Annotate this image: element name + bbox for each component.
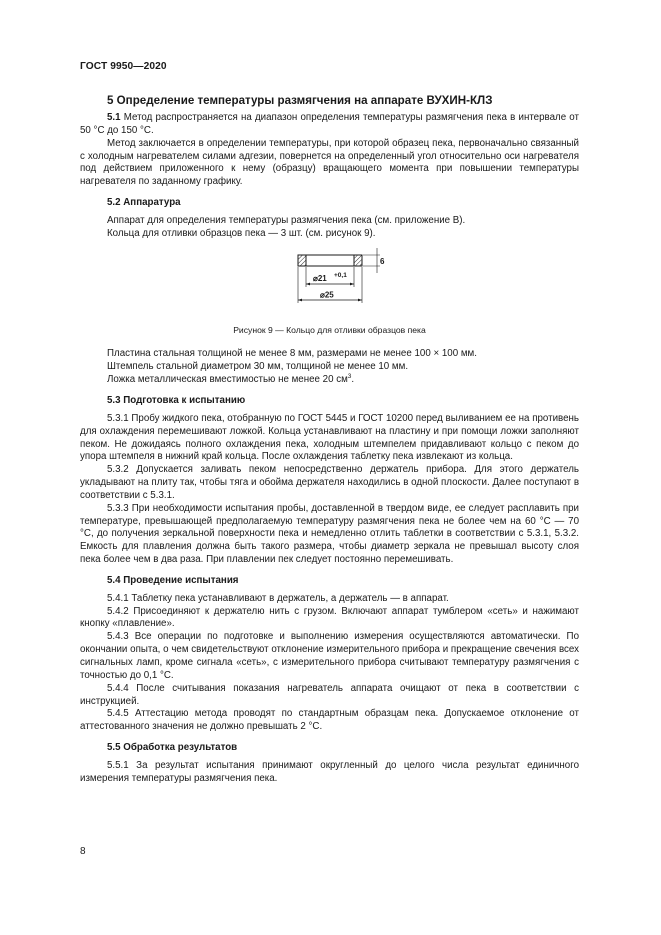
clause-number: 5.1: [107, 112, 121, 123]
paragraph-5-1: [80, 112, 579, 138]
paragraph-5-3-1: 5.3.1 Пробу жидкого пека, отобранную по ГОСТ 5445 и ГОСТ 10200 перед выливанием ее на противень для охлаждения перемешивают ложкой. Кольца устанавливают на пластину и при помощи ложки заполняют пеком. Не дожидаясь полного охлаждения пека, холодным штемпелем придавливают кольцо с пеком до упора штемпеля в нижний край кольца. После охлаждения таблетку пека извлекают из кольца.: [80, 412, 579, 463]
spoon-text-end: .: [351, 374, 355, 386]
figure-caption: Рисунок 9 — Кольцо для отливки образцов пека: [233, 324, 426, 335]
outer-diameter-label: ⌀25: [320, 290, 334, 300]
ring-cross-section-drawing: [290, 246, 390, 314]
ring-wall-right: [354, 255, 362, 266]
subsection-heading-preparation: 5.3 Подготовка к испытанию: [107, 394, 246, 406]
paragraph-5-3-3: 5.3.3 При необходимости испытания пробы, доставленной в твердом виде, ее следует расплавить при температуре, превышающей предполагаемую температуру размягчения пека не более чем на 60 °С — 70 °С, до получения зеркальной поверхности пека и немедленно отлить таблетки в соответствии с 5.3.1, 5.3.2. Емкость для плавления должна быть такого размера, чтобы диаметр зеркала не превышал высоту слоя пека более чем в два раза. При плавлении пек следует постоянно перемешивать.: [80, 502, 579, 566]
ring-outline: [298, 255, 362, 266]
paragraph-5-4-2: 5.4.2 Присоединяют к держателю нить с грузом. Включают аппарат тумблером «сеть» и нажимают кнопку «плавление».: [80, 605, 579, 630]
inner-diameter-tolerance: +0,1: [334, 271, 347, 279]
paragraph-5-4-5: 5.4.5 Аттестацию метода проводят по стандартным образцам пека. Допускаемое отклонение от аттестованного значения не должно превышать 2 °С.: [80, 708, 579, 733]
paragraph-5-3-2: 5.3.2 Допускается заливать пеком непосредственно держатель прибора. Для этого держатель укладывают на плиту так, чтобы тяга и обойма держателя находились в одной плоскости. Далее поступают в соответствии с 5.3.1.: [80, 464, 579, 501]
paragraph-plate: Пластина стальная толщиной не менее 8 мм, размерами не менее 100 × 100 мм.: [107, 348, 477, 360]
paragraph-5-1-method: Метод заключается в определении температуры, при которой образец пека, первоначально связанный с холодным нагревателем силами адгезии, повернется на определенный угол относительно оси нагревателя под действием приложенного к нему (образцу) вращающего момента при повышении температуры нагревателя по заданному графику.: [80, 137, 579, 188]
clause-text: Метод распространяется на диапазон определения температуры размягчения пека в интервале от 50 °С до 150 °С.: [80, 112, 579, 136]
paragraph-5-4-4: 5.4.4 После считывания показания нагреватель аппарата очищают от пека в соответствии с инструкцией.: [80, 682, 579, 707]
page-number: 8: [80, 846, 86, 857]
inner-diameter-label: ⌀21: [313, 273, 327, 283]
paragraph-spoon: [80, 374, 579, 387]
document-body: [80, 112, 579, 786]
figure-ring-drawing: [80, 246, 579, 316]
section-title: 5 Определение температуры размягчения на аппарате ВУХИН-КЛЗ: [107, 94, 493, 107]
paragraph-rings: Кольца для отливки образцов пека — 3 шт. (см. рисунок 9).: [107, 227, 376, 239]
spoon-text: Ложка металлическая вместимостью не менее 20 см: [107, 374, 348, 386]
subsection-heading-results: 5.5 Обработка результатов: [107, 742, 238, 754]
paragraph-5-4-3: 5.4.3 Все операции по подготовке и выполнению измерения осуществляются автоматически. По окончании опыта, о чем свидетельствуют отклонение измерительного прибора и прекращение свечения всех сигнальных ламп, кроме сигнала «сеть», с измерительного прибора считывают температуру размягчения с точностью до 0,1 °С.: [80, 631, 579, 681]
paragraph-stamp: Штемпель стальной диаметром 30 мм, толщиной не менее 10 мм.: [107, 361, 409, 373]
paragraph-5-5-1: 5.5.1 За результат испытания принимают округленный до целого числа результат единичного измерения температуры размягчения пека.: [80, 759, 579, 784]
cubic-superscript: 3: [347, 372, 352, 380]
subsection-heading-apparatus: 5.2 Аппаратура: [107, 197, 181, 209]
standard-header: ГОСТ 9950—2020: [80, 61, 167, 72]
subsection-heading-testing: 5.4 Проведение испытания: [107, 574, 239, 586]
paragraph-5-4-1: 5.4.1 Таблетку пека устанавливают в держатель, а держатель — в аппарат.: [107, 592, 449, 604]
paragraph-apparatus: Аппарат для определения температуры размягчения пека (см. приложение В).: [107, 214, 466, 226]
ring-wall-left: [298, 255, 306, 266]
height-dimension-label: 6: [380, 256, 385, 266]
